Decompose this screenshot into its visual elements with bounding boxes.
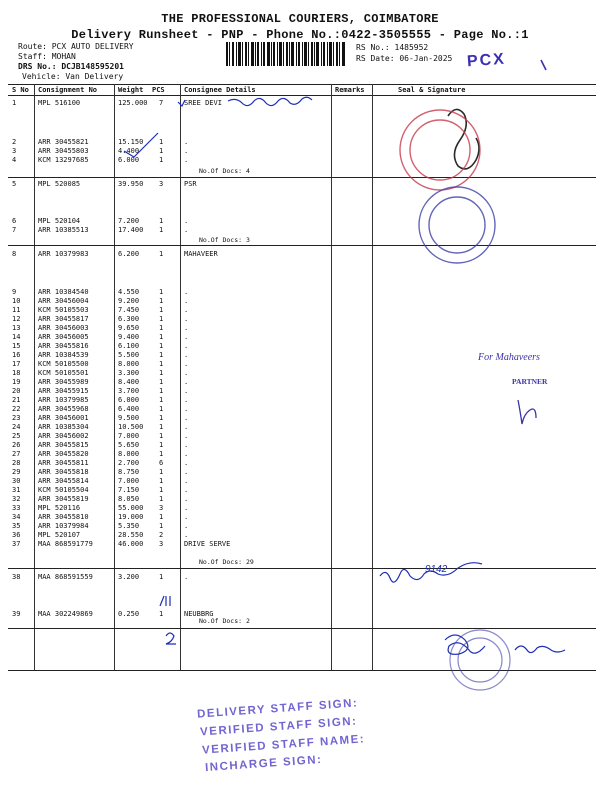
table-row: 38 MAA 868591559 3.200 1 .: [12, 573, 189, 581]
column-header-details: Consignee Details: [184, 86, 256, 94]
table-row: 2 ARR 30455821 15.150 1 .: [12, 138, 189, 146]
table-row: 25 ARR 30456002 7.000 1 .: [12, 432, 189, 440]
verified-staff-sign-label: VERIFIED STAFF SIGN:: [199, 715, 358, 739]
vehicle-label: Vehicle: Van Delivery: [22, 72, 124, 81]
docs-count: No.Of Docs: 29: [199, 558, 254, 566]
pcx-stamp: PCX: [466, 50, 507, 71]
verified-staff-name-label: VERIFIED STAFF NAME:: [201, 733, 366, 757]
route-label: Route: PCX AUTO DELIVERY: [18, 42, 134, 51]
pcs-mark-icon: [166, 633, 176, 644]
tick-mark-icon: [178, 100, 185, 106]
document-subtitle: Delivery Runsheet - PNP - Phone No.:0422-3505555 - Page No.:1: [71, 28, 529, 42]
drs-label: DRS No.:: [18, 62, 57, 71]
docs-count: No.Of Docs: 3: [199, 236, 250, 244]
table-row: 12 ARR 30455817 6.300 1 .: [12, 315, 189, 323]
table-row: 1 MPL 516100 125.000 7 SREE DEVI: [12, 99, 222, 107]
column-header-sno: S No: [12, 86, 29, 94]
pcs-mark-icon: [160, 596, 170, 606]
table-row: 33 MPL 520116 55.000 3 .: [12, 504, 189, 512]
table-row: 28 ARR 30455811 2.700 6 .: [12, 459, 189, 467]
table-row: 39 MAA 302249869 0.250 1 NEUBBRG: [12, 610, 214, 618]
rs-number: RS No.: 1485952: [356, 43, 429, 52]
table-row: 18 KCM 50105501 3.300 1 .: [12, 369, 189, 377]
table-row: 32 ARR 30455819 8.050 1 .: [12, 495, 189, 503]
table-row: 24 ARR 10385304 10.500 1 .: [12, 423, 189, 431]
docs-count: No.Of Docs: 2: [199, 617, 250, 625]
column-header-pcs: PCS: [152, 86, 165, 94]
table-row: 37 MAA 868591779 46.000 3 DRIVE SERVE: [12, 540, 231, 548]
table-row: 34 ARR 30455810 19.000 1 .: [12, 513, 189, 521]
table-row: 26 ARR 30455815 5.650 1 .: [12, 441, 189, 449]
table-row: 35 ARR 10379984 5.350 1 .: [12, 522, 189, 530]
table-row: 22 ARR 30455968 6.400 1 .: [12, 405, 189, 413]
table-row: 31 KCM 50105504 7.150 1 .: [12, 486, 189, 494]
column-header-remarks: Remarks: [335, 86, 365, 94]
table-row: 17 KCM 50105500 8.000 1 .: [12, 360, 189, 368]
rs-date: RS Date: 06-Jan-2025: [356, 54, 453, 63]
signature-icon: [515, 646, 565, 653]
table-row: 23 ARR 30456001 9.500 1 .: [12, 414, 189, 422]
table-row: 11 KCM 50105503 7.450 1 .: [12, 306, 189, 314]
table-row: 14 ARR 30456005 9.400 1 .: [12, 333, 189, 341]
table-row: 6 MPL 520104 7.200 1 .: [12, 217, 189, 225]
table-row: 19 ARR 30455989 8.400 1 .: [12, 378, 189, 386]
column-header-consignment: Consignment No: [38, 86, 98, 94]
round-stamp-icon: [419, 187, 495, 263]
table-row: 36 MPL 520107 28.550 2 .: [12, 531, 189, 539]
table-row: 10 ARR 30456004 9.200 1 .: [12, 297, 189, 305]
partner-signature-icon: [518, 400, 536, 424]
incharge-sign-label: INCHARGE SIGN:: [204, 753, 323, 775]
column-header-weight: Weight: [118, 86, 144, 94]
docs-count: No.Of Docs: 4: [199, 167, 250, 175]
staff-label: Staff: MOHAN: [18, 52, 76, 61]
table-row: 20 ARR 30455915 3.700 1 .: [12, 387, 189, 395]
table-row: 4 KCM 13297685 6.000 1 .: [12, 156, 189, 164]
partner-stamp: [478, 352, 547, 386]
table-row: 21 ARR 10379985 6.000 1 .: [12, 396, 189, 404]
table-row: 15 ARR 30455816 6.100 1 .: [12, 342, 189, 350]
seal-stamp-icon: [400, 110, 480, 190]
round-stamp-icon: [450, 630, 510, 690]
table-row: 16 ARR 10384539 5.500 1 .: [12, 351, 189, 359]
delivery-staff-sign-label: DELIVERY STAFF SIGN:: [196, 697, 359, 721]
table-row: 8 ARR 10379983 6.200 1 MAHAVEER: [12, 250, 218, 258]
partner-for-label: For Mahaveers: [478, 352, 540, 363]
tick-mark-icon: [124, 133, 158, 157]
drs-value: DCJB148595201: [61, 62, 124, 71]
table-row: 3 ARR 30455803 4.400 1 .: [12, 147, 189, 155]
column-header-seal: Seal & Signature: [398, 86, 466, 94]
table-row: 27 ARR 30455820 8.000 1 .: [12, 450, 189, 458]
document-title: THE PROFESSIONAL COURIERS, COIMBATORE: [161, 12, 439, 26]
partner-label: PARTNER: [512, 377, 548, 386]
table-row: 29 ARR 30455818 8.750 1 .: [12, 468, 189, 476]
table-row: 5 MPL 520085 39.950 3 PSR: [12, 180, 197, 188]
table-row: 30 ARR 30455814 7.000 1 .: [12, 477, 189, 485]
table-row: 13 ARR 30456003 9.650 1 .: [12, 324, 189, 332]
underline-scribble-icon: [228, 97, 312, 105]
handwritten-phone: 9142: [425, 564, 448, 575]
table-row: 9 ARR 10384540 4.550 1 .: [12, 288, 189, 296]
table-row: 7 ARR 10385513 17.400 1 .: [12, 226, 189, 234]
